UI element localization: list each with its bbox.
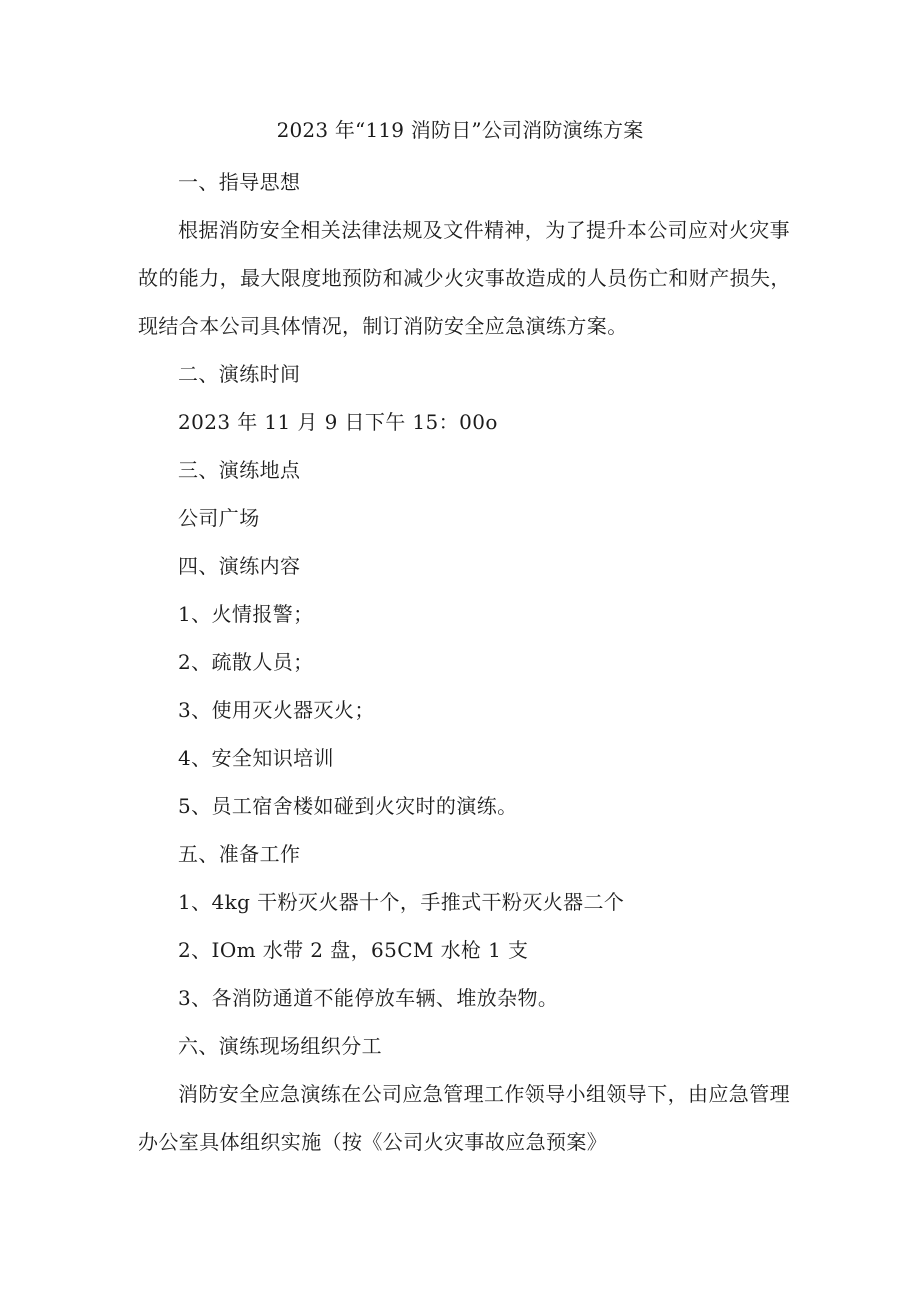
paragraph-line: 现结合本公司具体情况，制订消防安全应急演练方案。 xyxy=(138,314,628,338)
list-item: 1、4kg 干粉灭火器十个，手推式干粉灭火器二个 xyxy=(178,890,625,914)
drill-location-text: 公司广场 xyxy=(178,506,260,530)
document-title: 2023 年“119 消防日”公司消防演练方案 xyxy=(276,118,644,142)
paragraph-line: 根据消防安全相关法律法规及文件精神，为了提升本公司应对火灾事 xyxy=(178,218,790,242)
section-heading-preparation: 五、准备工作 xyxy=(178,842,301,866)
drill-time-text: 2023 年 11 月 9 日下午 15：00o xyxy=(178,410,498,434)
list-item: 5、员工宿舍楼如碰到火灾时的演练。 xyxy=(178,794,518,818)
paragraph-line: 消防安全应急演练在公司应急管理工作领导小组领导下，由应急管理 xyxy=(178,1082,790,1106)
section-heading-drill-location: 三、演练地点 xyxy=(178,458,301,482)
paragraph-line: 办公室具体组织实施（按《公司火灾事故应急预案》 xyxy=(138,1130,608,1154)
list-item: 3、各消防通道不能停放车辆、堆放杂物。 xyxy=(178,986,559,1010)
section-heading-organization: 六、演练现场组织分工 xyxy=(178,1034,382,1058)
list-item: 4、安全知识培训 xyxy=(178,746,334,770)
list-item: 3、使用灭火器灭火； xyxy=(178,698,375,722)
document-body xyxy=(138,158,808,1166)
section-heading-drill-content: 四、演练内容 xyxy=(178,554,301,578)
list-item: 2、疏散人员； xyxy=(178,650,314,674)
section-heading-drill-time: 二、演练时间 xyxy=(178,362,301,386)
paragraph-line: 故的能力，最大限度地预防和减少火灾事故造成的人员伤亡和财产损失， xyxy=(138,266,791,290)
list-item: 2、IOm 水带 2 盘，65CM 水枪 1 支 xyxy=(178,938,529,962)
section-heading-guiding-thought: 一、指导思想 xyxy=(178,170,301,194)
list-item: 1、火情报警； xyxy=(178,602,314,626)
